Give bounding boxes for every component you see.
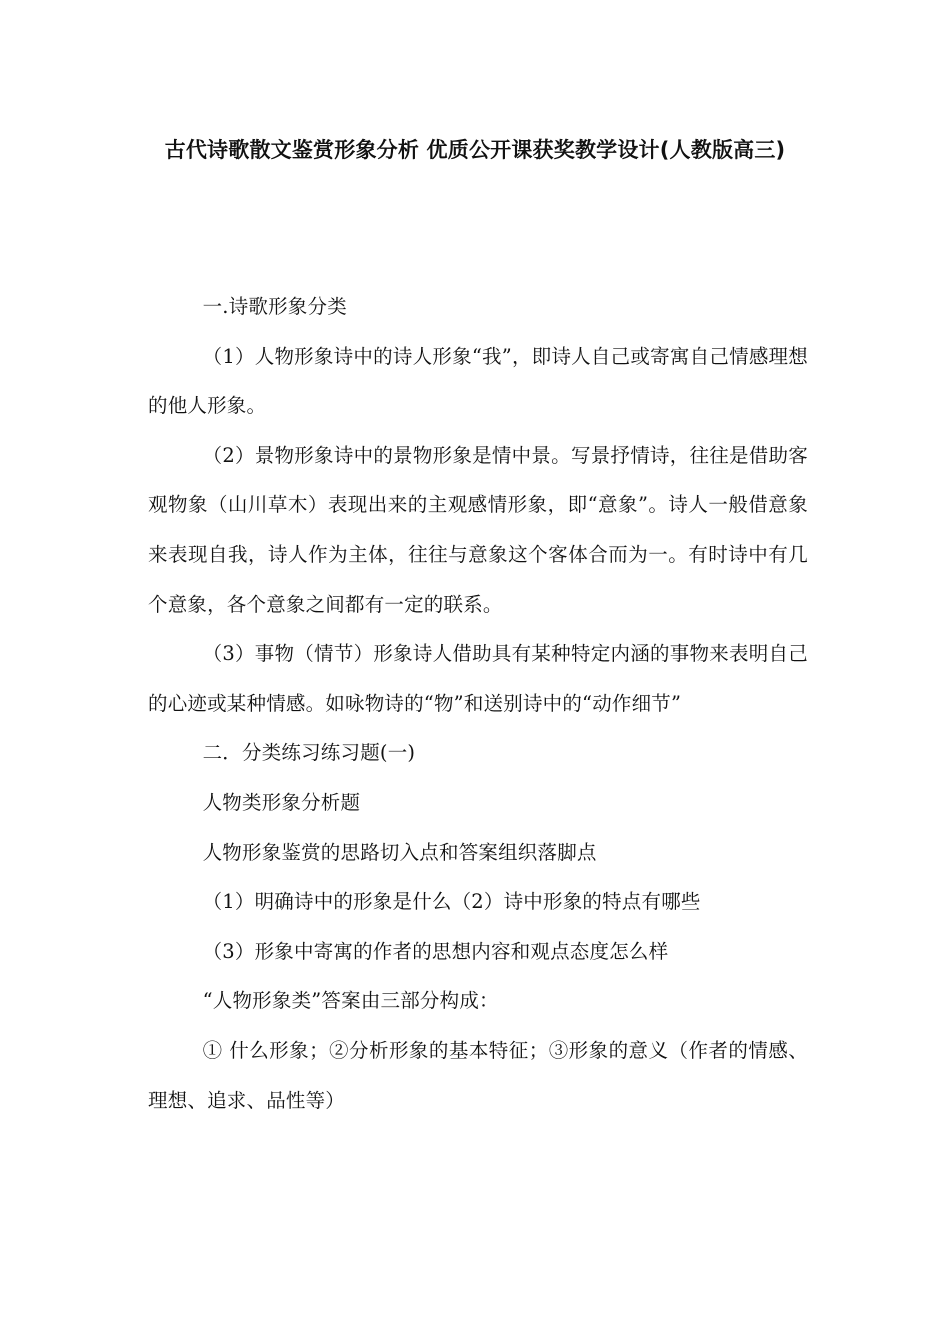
section-heading-1: 一.诗歌形象分类 bbox=[202, 295, 347, 318]
document-title: 古代诗歌散文鉴赏形象分析 优质公开课获奖教学设计(人教版高三) bbox=[164, 138, 786, 162]
paragraph-answer-parts: ① 什么形象；②分析形象的基本特征；③形象的意义（作者的情感、理想、追求、品性等） bbox=[148, 1038, 808, 1112]
subheading-character-questions: 人物类形象分析题 bbox=[202, 790, 361, 814]
paragraph-step-3: （3）形象中寄寓的作者的思想内容和观点态度怎么样 bbox=[202, 939, 669, 963]
section-heading-2: 二．分类练习练习题(一) bbox=[202, 741, 416, 765]
paragraph-answer-structure: “人物形象类”答案由三部分构成： bbox=[202, 989, 499, 1013]
paragraph-character-image: （1）人物形象诗中的诗人形象“我”，即诗人自己或寄寓自己情感理想的他人形象。 bbox=[148, 344, 808, 418]
paragraph-step-1-2: （1）明确诗中的形象是什么（2）诗中形象的特点有哪些 bbox=[202, 890, 701, 914]
document-body bbox=[148, 282, 808, 1125]
paragraph-scenery-image: （2）景物形象诗中的景物形象是情中景。写景抒情诗，往往是借助客观物象（山川草木）表现出来的主观感情形象，即“意象”。诗人一般借意象来表现自我，诗人作为主体，往往与意象这个客体合而为一。有时诗中有几个意象，各个意象之间都有一定的联系。 bbox=[148, 443, 808, 616]
paragraph-analysis-approach: 人物形象鉴赏的思路切入点和答案组织落脚点 bbox=[202, 840, 597, 864]
paragraph-object-image: （3）事物（情节）形象诗人借助具有某种特定内涵的事物来表明自己的心迹或某种情感。如咏物诗的“物”和送别诗中的“动作细节” bbox=[148, 642, 808, 715]
